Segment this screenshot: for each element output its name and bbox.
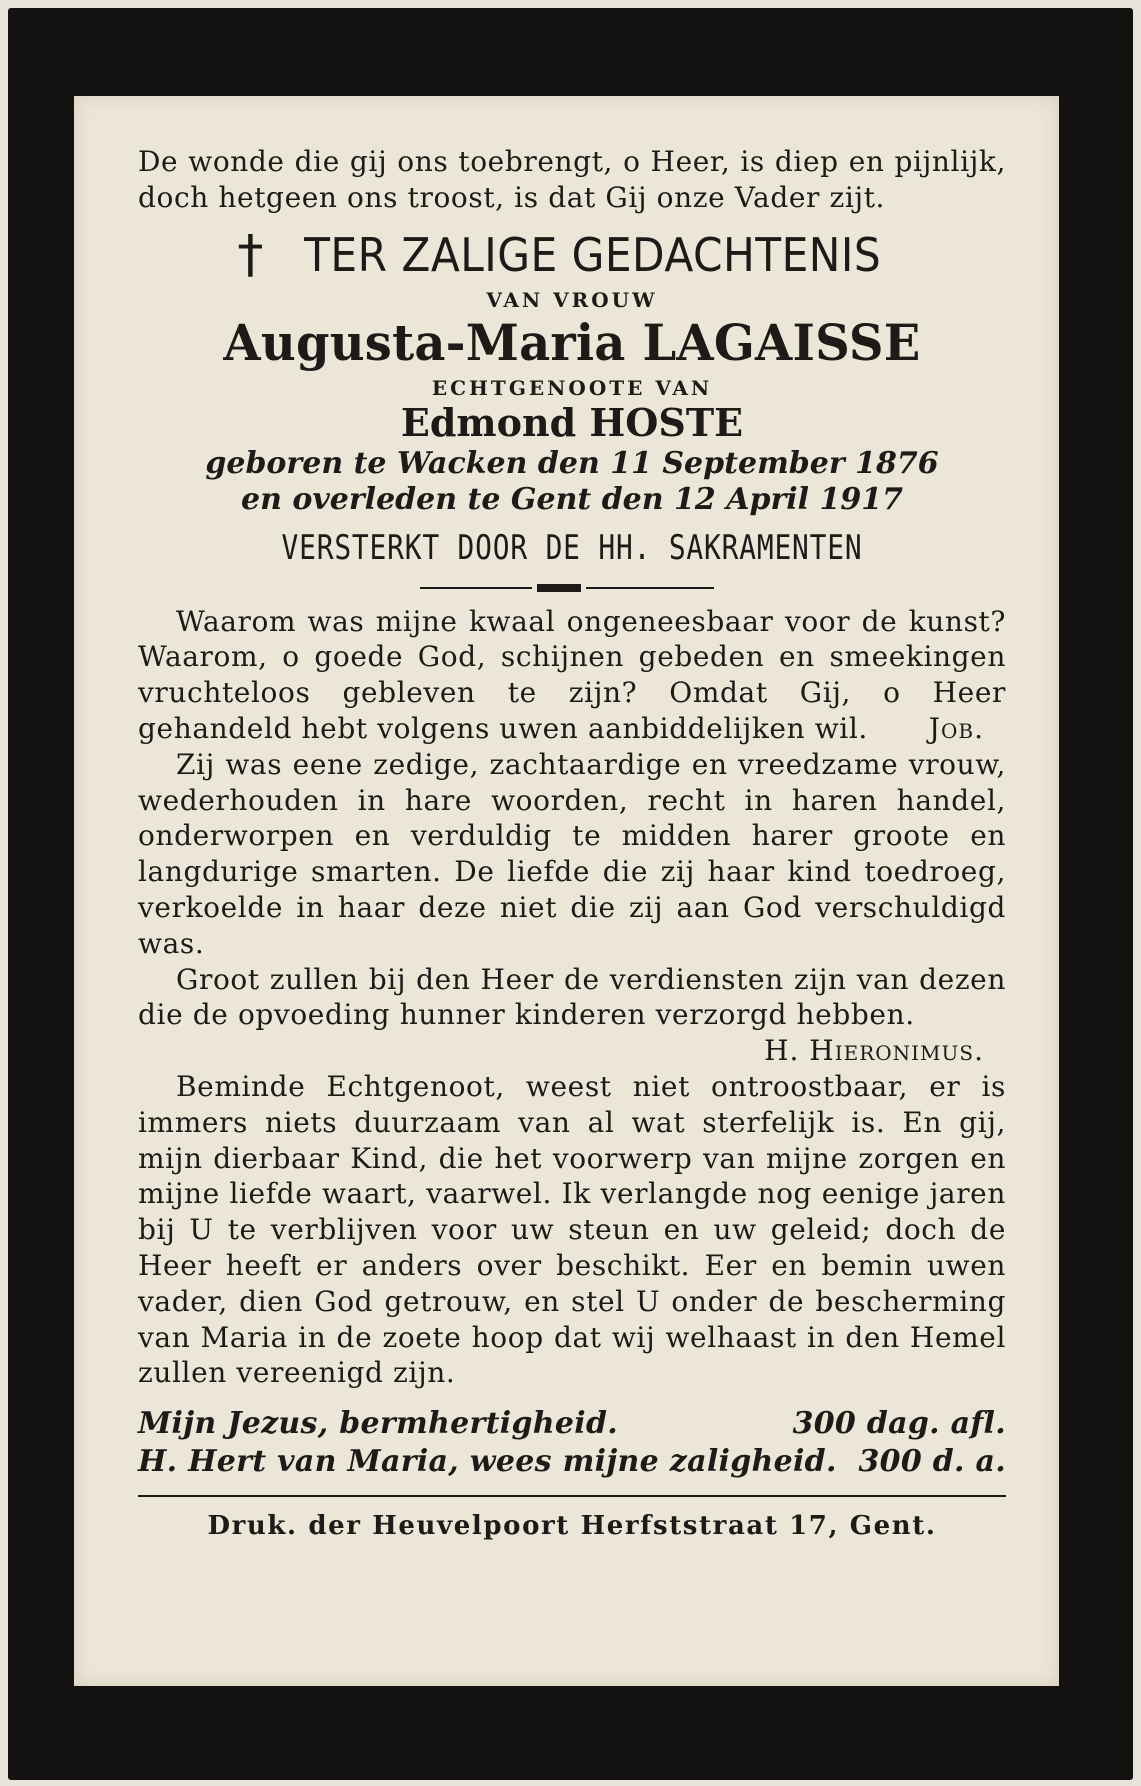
echtgenoote-label: ECHTGENOOTE VAN [431, 375, 713, 400]
virtues-paragraph-text: Zij was eene zedige, zachtaardige en vreedzame vrouw, wederhouden in hare woorden, recht in haren handel, onderworpen en verduldig te midden harer groote en langdurige smarten. De liefde die zij haar kind toedroeg, verkoelde in haar deze niet die zij aan God verschuldigd was. [138, 747, 1006, 960]
prayer-indulgence: 300 d. a. [858, 1444, 1006, 1480]
divider-line-right [586, 587, 714, 589]
prayer-line [138, 1443, 1006, 1481]
deceased-name: Augusta-Maria LAGAISSE [223, 312, 921, 372]
printer-imprint: Druk. der Heuvelpoort Herfststraat 17, Gent. [207, 1511, 937, 1542]
birth-line: geboren te Wacken den 11 September 1876 [205, 445, 939, 481]
quote-hieronimus [138, 962, 1006, 1068]
bottom-rule [138, 1495, 1006, 1497]
cross-icon: † [237, 224, 264, 285]
divider-ornament [537, 584, 581, 592]
intro-verse: De wonde die gij ons toebrengt, o Heer, is diep en pijnlijk, doch hetgeen ons troost, is dat Gij onze Vader zijt. [138, 145, 1006, 214]
prayer-text: H. Hert van Maria, wees mijne zaligheid. [138, 1444, 837, 1480]
memorial-card-content [138, 144, 1006, 1541]
prayers [138, 1405, 1006, 1481]
farewell-paragraph [138, 1069, 1006, 1391]
quote-job [138, 604, 1006, 747]
van-vrouw-label: VAN VROUW [486, 287, 658, 312]
sacraments-line: VERSTERKT DOOR DE HH. SAKRAMENTEN [281, 527, 863, 568]
quote-hieronimus-source: H. Hieronimus. [764, 1034, 984, 1068]
quote-hieronimus-text: Groot zullen bij den Heer de verdiensten zijn van dezen die de opvoeding hunner kinderen verzorgd hebben. [138, 962, 1006, 1032]
death-line: en overleden te Gent den 12 April 1917 [241, 481, 903, 517]
ornamental-divider [138, 576, 1006, 600]
spouse-name: Edmond HOSTE [400, 399, 744, 445]
prayer-indulgence: 300 dag. afl. [792, 1406, 1006, 1442]
virtues-paragraph [138, 747, 1006, 962]
memorial-title: TER ZALIGE GEDACHTENIS [304, 227, 882, 282]
farewell-paragraph-text: Beminde Echtgenoot, weest niet ontroostbaar, er is immers niets duurzaam van al wat sterfelijk is. En gij, mijn dierbaar Kind, die het voorwerp van mijne zorgen en mijne liefde waart, vaarwel. Ik verlangde nog eenige jaren bij U te verblijven voor uw steun en uw geleid; doch de Heer heeft er anders over beschikt. Eer en bemin uwen vader, dien God getrouw, en stel U onder de bescherming van Maria in de zoete hoop dat wij welhaast in den Hemel zullen vereenigd zijn. [138, 1069, 1006, 1390]
prayer-text: Mijn Jezus, bermhertigheid. [138, 1406, 618, 1442]
quote-job-source: Job. [928, 711, 984, 745]
memorial-heading [138, 222, 1006, 288]
divider-line-left [420, 587, 532, 589]
quote-job-text: Waarom was mijne kwaal ongeneesbaar voor de kunst? Waarom, o goede God, schijnen gebeden en smeekingen vruchteloos gebleven te zijn? Omdat Gij, o Heer gehandeld hebt volgens uwen aanbiddelijken wil. [138, 604, 1006, 745]
prayer-line [138, 1405, 1006, 1443]
